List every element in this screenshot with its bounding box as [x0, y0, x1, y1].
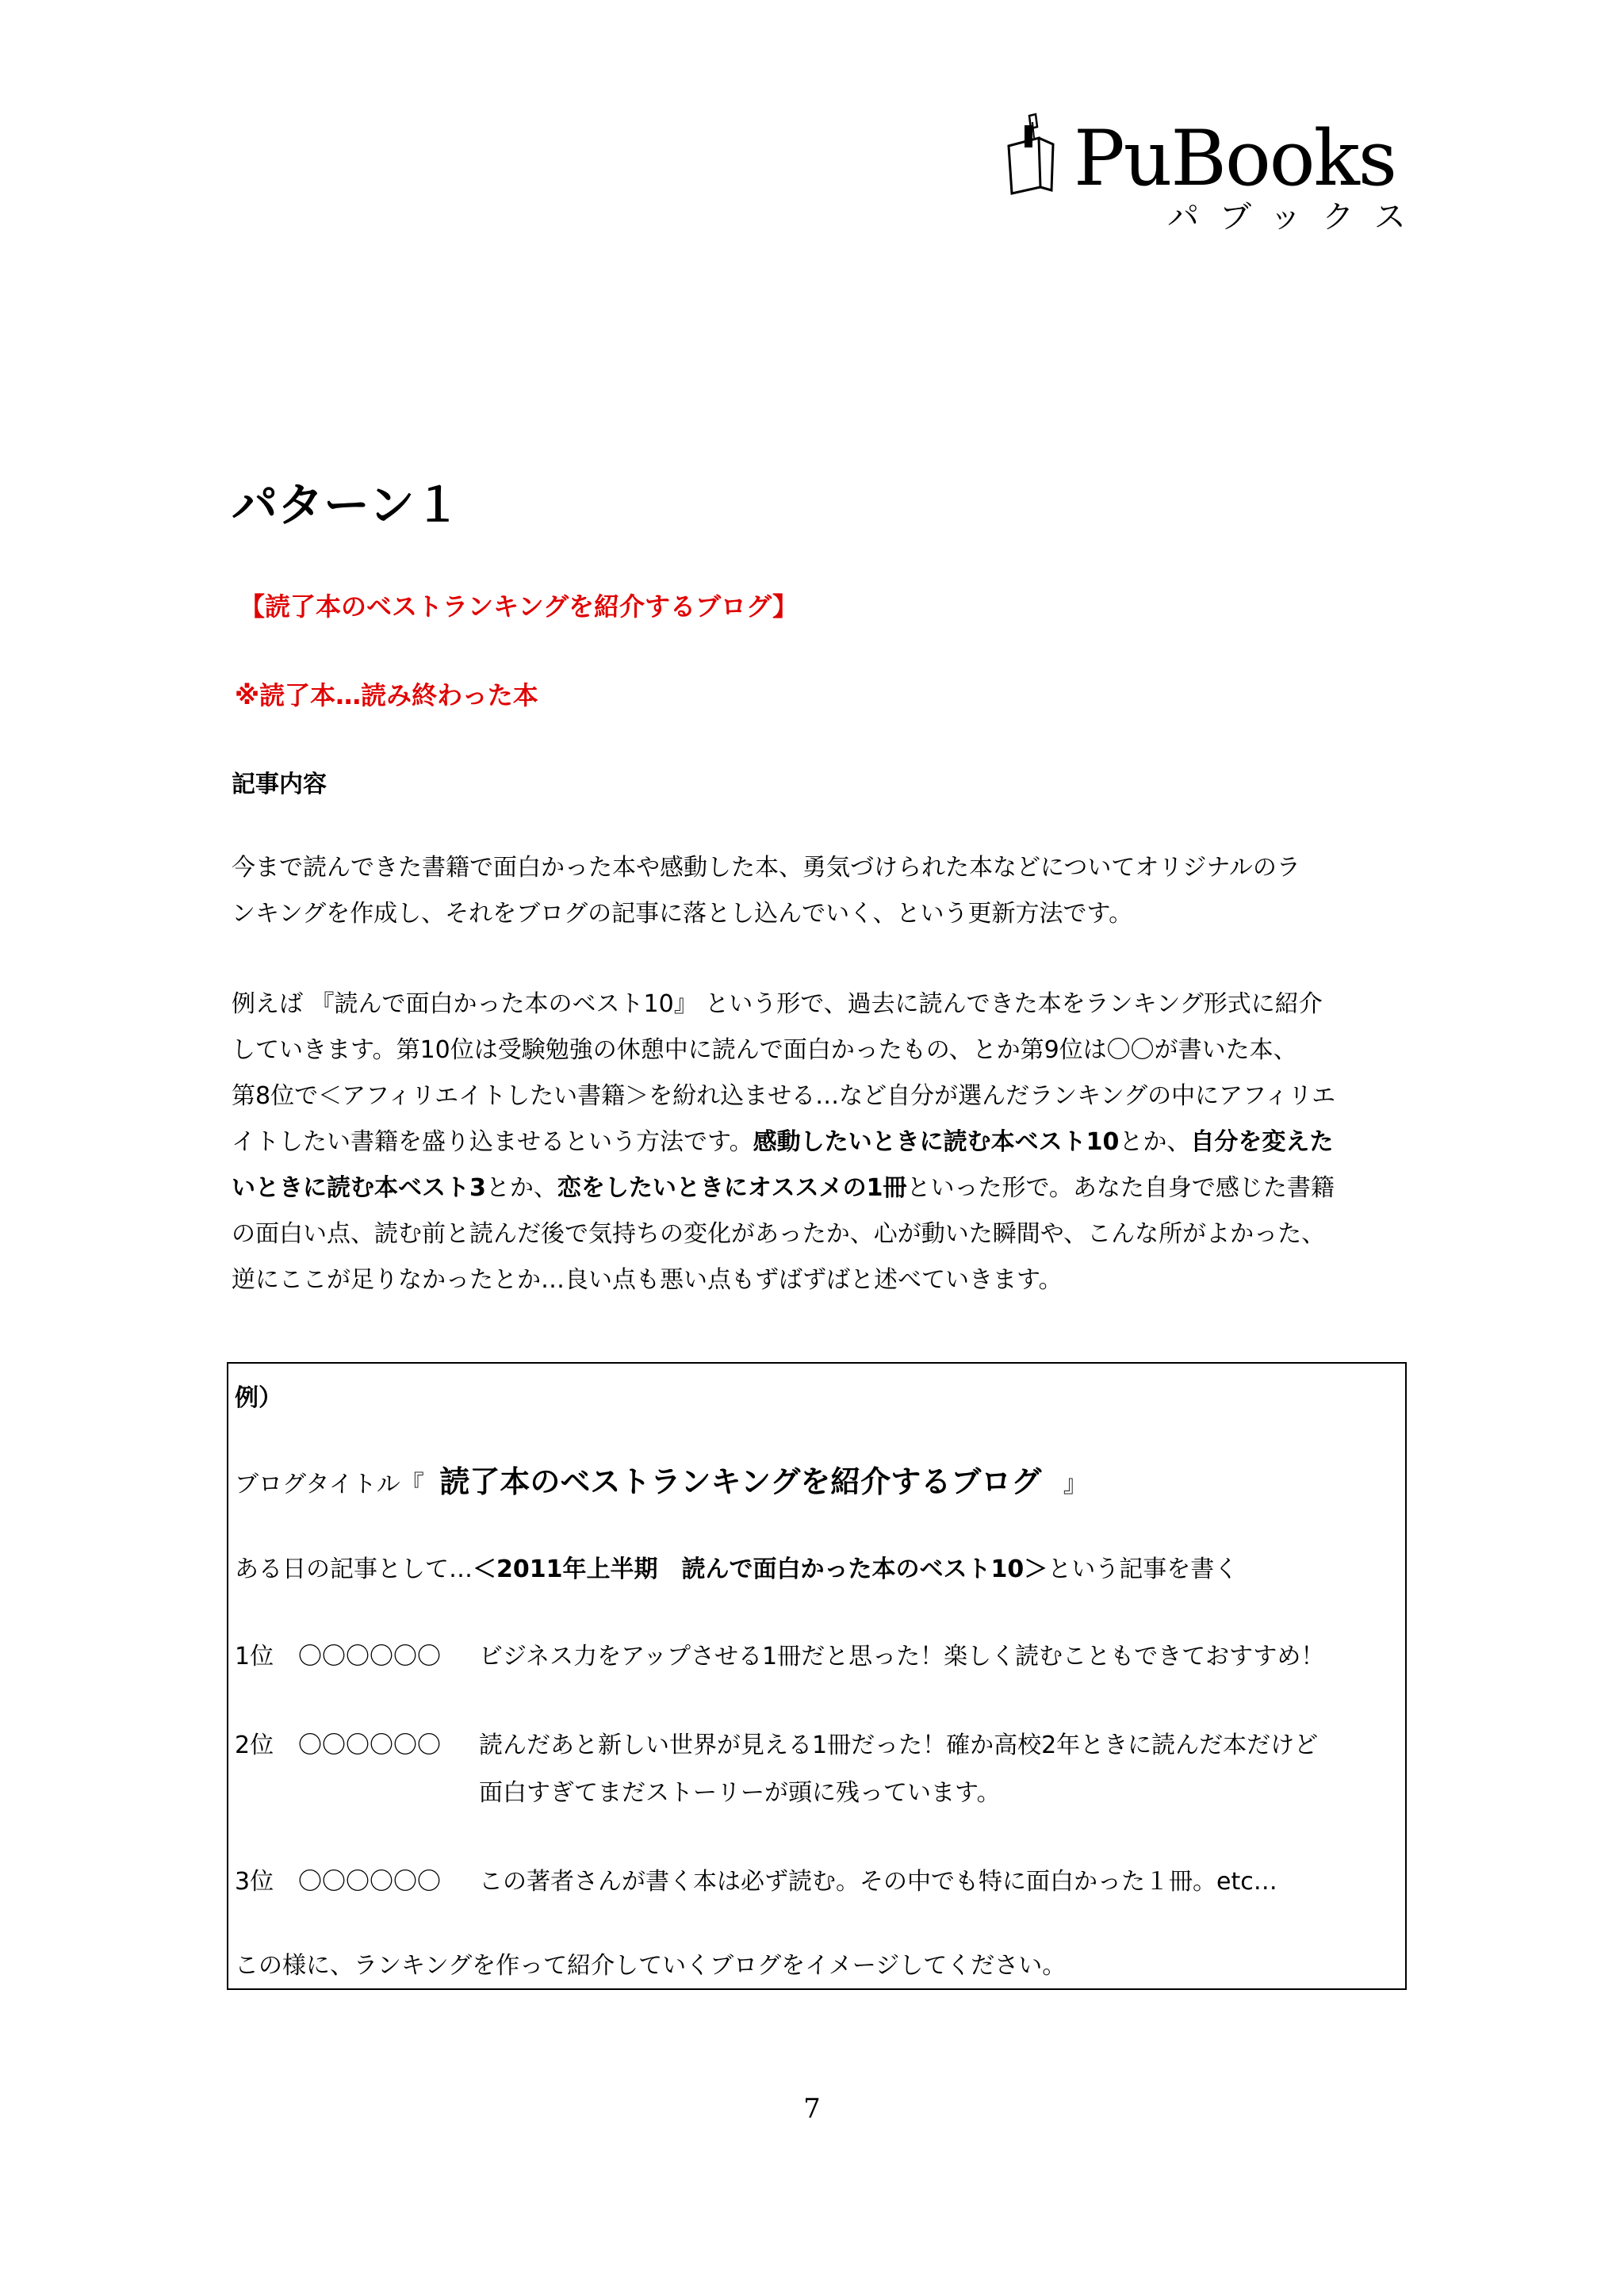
bold-text-run: 恋をしたいときにオススメの1冊: [557, 1174, 907, 1202]
blog-title-prefix: ブログタイトル『: [235, 1471, 424, 1498]
text-run: といった形で。あなた自身で感じた書籍: [906, 1174, 1335, 1202]
paragraph-line: [232, 1165, 1405, 1211]
paragraph-line: [232, 1119, 1405, 1165]
paragraph-2: [232, 982, 1405, 1303]
text-run: という記事を書く: [1048, 1556, 1239, 1583]
blog-title: 読了本のベストランキングを紹介するブログ: [439, 1464, 1042, 1499]
rank-position: 3位: [235, 1868, 274, 1896]
page-heading: パターン１: [232, 478, 461, 532]
page-number: 7: [803, 2093, 821, 2125]
red-title: 【読了本のベストランキングを紹介するブログ】: [239, 591, 799, 622]
paragraph-1: [232, 845, 1405, 937]
bold-text-run: いときに読む本ベスト3: [232, 1174, 486, 1202]
article-intro-line: [235, 1549, 1238, 1584]
rank-comment: この著者さんが書く本は必ず読む。その中でも特に面白かった１冊。etc…: [479, 1868, 1277, 1896]
book-bag-icon: [1001, 111, 1064, 198]
pubooks-logo: [1001, 111, 1427, 235]
rank-book-name: 〇〇〇〇〇〇: [298, 1643, 441, 1670]
paragraph-line: していきます。第10位は受験勉強の休憩中に読んで面白かったもの、とか第9位は〇〇が書いた本、: [232, 1036, 1297, 1064]
closing-text: この様に、ランキングを作って紹介していくブログをイメージしてください。: [235, 1952, 1067, 1980]
section-label: 記事内容: [232, 771, 327, 798]
rank-comment: 読んだあと新しい世界が見える1冊だった！確か高校2年ときに読んだ本だけど: [479, 1732, 1319, 1759]
rank-comment: ビジネス力をアップさせる1冊だと思った！楽しく読むこともできておすすめ！: [479, 1643, 1325, 1670]
paragraph-line: ンキングを作成し、それをブログの記事に落とし込んでいく、という更新方法です。: [232, 900, 1133, 928]
article-title: ＜2011年上半期 読んで面白かった本のベスト10＞: [473, 1556, 1048, 1583]
paragraph-line: 逆にここが足りなかったとか…良い点も悪い点もずばずばと述べていきます。: [232, 1266, 1063, 1294]
bold-text-run: 感動したいときに読む本ベスト10: [753, 1128, 1120, 1156]
text-run: イトしたい書籍を盛り込ませるという方法です。: [232, 1128, 753, 1156]
rank-book-name: 〇〇〇〇〇〇: [298, 1868, 441, 1896]
paragraph-line: 今まで読んできた書籍で面白かった本や感動した本、勇気づけられた本などについてオリジナルのラ: [232, 854, 1300, 882]
red-note: ※読了本…読み終わった本: [235, 680, 538, 710]
example-box: [227, 1362, 1407, 1990]
logo-wordmark: PuBooks: [1074, 114, 1396, 203]
bold-text-run: 自分を変えた: [1190, 1128, 1334, 1156]
text-run: とか、: [1119, 1128, 1191, 1156]
rank-position: 2位: [235, 1732, 274, 1759]
text-run: とか、: [485, 1174, 557, 1202]
rank-comment: 面白すぎてまだストーリーが頭に残っています。: [479, 1779, 1001, 1807]
example-label: 例）: [235, 1384, 282, 1412]
paragraph-line: の面白い点、読む前と読んだ後で気持ちの変化があったか、心が動いた瞬間や、こんな所がよかった、: [232, 1220, 1326, 1248]
blog-title-line: [235, 1457, 1087, 1501]
paragraph-line: 第8位で＜アフィリエイトしたい書籍＞を紛れ込ませる…など自分が選んだランキングの中にアフィリエ: [232, 1082, 1336, 1110]
rank-book-name: 〇〇〇〇〇〇: [298, 1732, 441, 1759]
rank-position: 1位: [235, 1643, 274, 1670]
text-run: ある日の記事として…: [235, 1556, 473, 1583]
paragraph-line: 例えば 『読んで面白かった本のベスト10』 という形で、過去に読んできた本をランキング形式に紹介: [232, 990, 1323, 1018]
logo-kana: パブックス: [1167, 199, 1427, 235]
blog-title-suffix: 』: [1063, 1471, 1087, 1498]
